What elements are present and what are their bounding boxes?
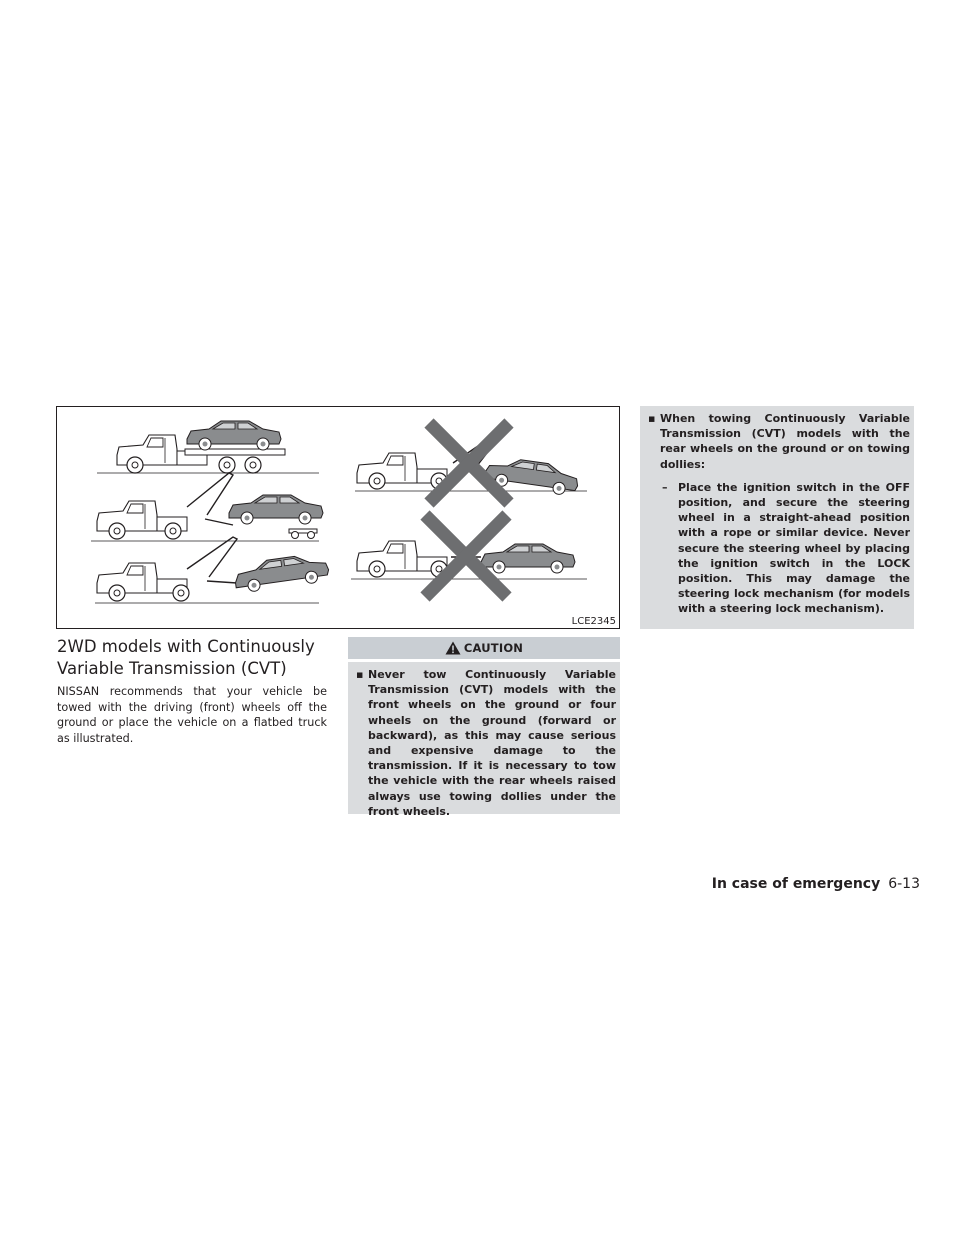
- towing-illustration: [56, 406, 620, 629]
- caution-box: [348, 637, 620, 818]
- page-footer: [712, 876, 920, 892]
- incorrect-tow-figure-2: [351, 515, 587, 597]
- wheel-lift-figure: [95, 537, 330, 603]
- tow-dolly-figure: [91, 473, 323, 541]
- caution-sub-bullet: – Place the ignition switch in the OFF position, and secure the steering wheel in a straight-ahead position with a rope or similar device. Never secure the steering wheel by placing the ignition switch in the LOCK position. This may damage the steering lock mechanism (for models with a steering lock mechanism).: [662, 480, 910, 616]
- caution-label: CAUTION: [463, 641, 524, 655]
- incorrect-tow-figure-1: [355, 423, 587, 503]
- figure-code: LCE2345: [571, 616, 616, 627]
- footer-section: In case of emergency: [711, 876, 881, 892]
- towing-diagram: [57, 407, 619, 628]
- warning-icon: [445, 641, 461, 655]
- caution-header: [348, 637, 620, 659]
- flatbed-truck-figure: [97, 421, 319, 473]
- section-title: 2WD models with Continuously Variable Transmission (CVT): [57, 637, 315, 678]
- caution-continued-box: [640, 406, 914, 629]
- section-intro: NISSAN recommends that your vehicle be towed with the driving (front) wheels off the ground or place the vehicle on a flatbed truck as illustrated.: [57, 685, 327, 745]
- caution-bullet: ▪ Never tow Continuously Variable Transmission (CVT) models with the front wheels on the ground or four wheels on the ground (forward or backward), as this may cause serious and expensive damage to the transmission. If it is necessary to tow the vehicle with the rear wheels raised always use towing dollies under the front wheels.: [356, 668, 616, 818]
- caution-bullet: ▪ When towing Continuously Variable Transmission (CVT) models with the rear wheels on the ground or on towing dollies:: [648, 412, 910, 471]
- caution-body: [348, 662, 620, 818]
- page-number: 6-13: [888, 876, 920, 892]
